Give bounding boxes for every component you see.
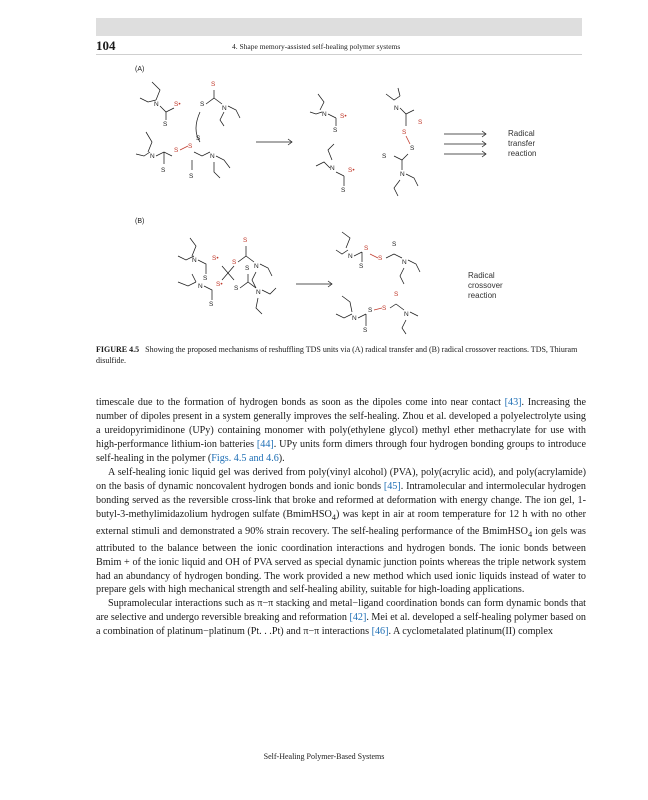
- svg-text:N: N: [210, 153, 215, 160]
- svg-text:N: N: [222, 105, 227, 112]
- svg-text:S: S: [161, 167, 166, 174]
- svg-text:N: N: [154, 101, 159, 108]
- page-footer: Self-Healing Polymer-Based Systems: [263, 752, 385, 761]
- citation-44[interactable]: [44]: [256, 438, 274, 450]
- svg-text:S: S: [211, 81, 216, 88]
- svg-text:N: N: [254, 263, 259, 270]
- label-a-line2: transfer: [508, 139, 536, 148]
- svg-text:S: S: [174, 147, 179, 154]
- svg-text:N: N: [330, 165, 335, 172]
- svg-text:S: S: [341, 187, 346, 194]
- svg-text:N: N: [198, 283, 203, 290]
- svg-text:S: S: [382, 153, 387, 160]
- molecule-b5: [336, 232, 420, 284]
- crossover-cross: [222, 266, 234, 280]
- svg-text:S: S: [378, 255, 383, 262]
- svg-text:S: S: [364, 245, 369, 252]
- svg-text:N: N: [150, 153, 155, 160]
- svg-text:S: S: [200, 101, 205, 108]
- svg-text:S: S: [410, 145, 415, 152]
- svg-text:S•: S•: [212, 255, 219, 262]
- svg-text:S: S: [359, 263, 364, 270]
- running-head: 4. Shape memory-assisted self-healing polymer systems: [232, 42, 401, 51]
- svg-text:S•: S•: [216, 281, 223, 288]
- citation-43[interactable]: [43]: [504, 397, 522, 408]
- body-text: [96, 396, 586, 639]
- svg-text:N: N: [352, 315, 357, 322]
- svg-text:S: S: [402, 129, 407, 136]
- equilibrium-arrows-a: [444, 131, 486, 157]
- mechanism-scheme: [96, 60, 582, 338]
- svg-text:N: N: [256, 289, 261, 296]
- panel-a-label: (A): [135, 66, 145, 73]
- molecule-a4: [310, 94, 347, 134]
- paragraph-3: Supramolecular interactions such as π−π stacking and metal−ligand coordination bonds can form dynamic bonds that are selective and undergo reversible breaking and reformation [42]. Mei et al. developed a self-healing polymer based on a combination of platinum−platinum (Pt. . .Pt) and π−π interactions [46]. A cyclometalated platinum(II) complex: [96, 598, 586, 638]
- svg-text:S•: S•: [174, 101, 181, 108]
- molecule-a2: [200, 81, 240, 126]
- svg-text:S: S: [203, 275, 208, 282]
- label-b-line3: reaction: [468, 291, 497, 300]
- svg-text:S: S: [382, 305, 387, 312]
- svg-text:S: S: [232, 259, 237, 266]
- svg-text:N: N: [400, 171, 405, 178]
- svg-text:N: N: [404, 311, 409, 318]
- molecule-a6: [316, 144, 355, 194]
- svg-text:S: S: [333, 127, 338, 134]
- figure-label: FIGURE 4.5: [96, 345, 140, 354]
- citation-45[interactable]: [45]: [383, 480, 401, 492]
- svg-text:S: S: [392, 241, 397, 248]
- svg-text:S: S: [245, 265, 250, 272]
- figure-caption: [96, 344, 586, 366]
- svg-text:S: S: [418, 119, 423, 126]
- molecule-b6: [336, 291, 418, 334]
- label-b-line1: Radical: [468, 271, 495, 280]
- svg-text:S: S: [163, 121, 168, 128]
- svg-text:S: S: [394, 291, 399, 298]
- label-a-line1: Radical: [508, 129, 535, 138]
- svg-text:S: S: [368, 307, 373, 314]
- header-rule: [96, 54, 582, 55]
- citation-46[interactable]: [46]: [371, 626, 389, 638]
- molecule-b3: [178, 274, 223, 308]
- page-number: 104: [96, 38, 116, 53]
- svg-text:S: S: [363, 327, 368, 334]
- svg-text:N: N: [394, 105, 399, 112]
- svg-text:S: S: [188, 143, 193, 150]
- svg-text:S•: S•: [348, 167, 355, 174]
- molecule-a3: [136, 132, 230, 180]
- panel-b-label: (B): [135, 218, 145, 225]
- molecule-a1: [140, 82, 181, 128]
- svg-text:N: N: [192, 257, 197, 264]
- svg-text:S•: S•: [340, 113, 347, 120]
- svg-text:N: N: [402, 259, 407, 266]
- caption-text: Showing the proposed mechanisms of reshuffling TDS units via (A) radical transfer and (B) radical crossover reactions. TDS, Thiuram disulfide.: [96, 345, 578, 365]
- svg-text:N: N: [348, 253, 353, 260]
- svg-text:S: S: [196, 135, 201, 142]
- molecule-a5: [382, 88, 423, 196]
- label-a-line3: reaction: [508, 149, 537, 158]
- svg-text:N: N: [322, 111, 327, 118]
- molecule-b4: [234, 265, 276, 314]
- molecule-b1: [178, 238, 219, 282]
- molecule-b2: [232, 237, 272, 288]
- figure-link[interactable]: Figs. 4.5 and 4.6: [211, 452, 279, 464]
- svg-text:S: S: [243, 237, 248, 244]
- citation-42[interactable]: [42]: [349, 612, 367, 624]
- header-bar: [96, 18, 582, 36]
- svg-text:S: S: [189, 173, 194, 180]
- label-b-line2: crossover: [468, 281, 503, 290]
- svg-text:S: S: [234, 285, 239, 292]
- svg-text:S: S: [209, 301, 214, 308]
- paragraph-1: timescale due to the formation of hydrogen bonds as soon as the dipoles come into near contact [43]. Increasing the number of dipoles present in a system generally improves the self-healing. Zhou et al. developed a polyelectrolyte using a ureidopyrimidinone (UPy) containing monomer with poly(ethylene glycol) methyl ether methacrylate for use with high-performance lithium-ion batteries [44]. UPy units form dimers through four hydrogen bonding groups to introduce self-healing in the polymer (Figs. 4.5 and 4.6).: [96, 397, 587, 464]
- paragraph-2: A self-healing ionic liquid gel was derived from poly(vinyl alcohol) (PVA), poly(acrylic acid), and poly(acrylamide) on the basis of dynamic noncovalent hydrogen bonds and ionic bonds [45]. Intramolecular and intermolecular hydrogen bonding served as the reversible cross-link that broke and reformed at deformation with energy change. The ion gel, 1-butyl-3-methylimidazolium hydrogen sulfate (BmimHSO$_4$) was kept in air at room temperature for 12 h with no other external stimuli and demonstrated a 90% strain recovery. The self-healing performance of the BmimHSO$_4$ ion gels was attributed to the balance between the ionic coordination interactions and hydrogen bonds. The ionic bonds between Bmim + of the ionic liquid and OH of PVA served as special dynamic junction points whereas the triple network system had an abundancy of hydrogen bonding. The work provided a new method which used ionic liquids instead of water to prepare gels with high mechanical strength and self-healing ability, suitable for high-loading applications.: [96, 466, 586, 596]
